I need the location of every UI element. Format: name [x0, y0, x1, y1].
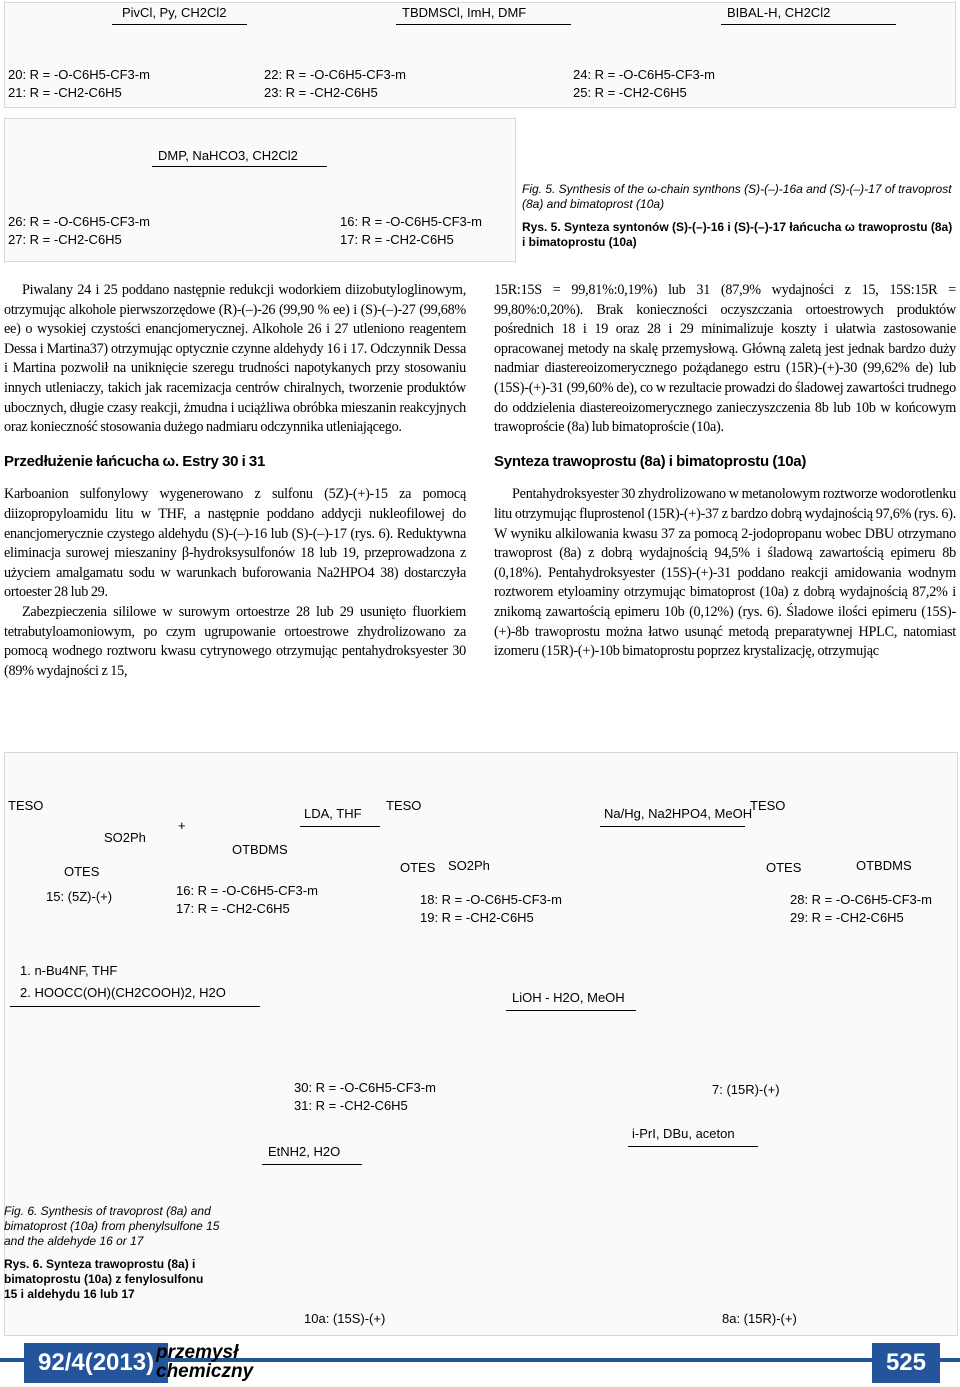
right-column [494, 281, 956, 662]
reagent-nahg: Na/Hg, Na2HPO4, MeOH [604, 806, 753, 821]
page-number: 525 [872, 1343, 940, 1383]
fig5-caption [522, 182, 954, 250]
compound-7: 7: (15R)-(+) [712, 1082, 780, 1097]
compound-29: 29: R = -CH2-C6H5 [790, 910, 904, 925]
reagent-tbaf-1: 1. n-Bu4NF, THF [20, 963, 118, 978]
compound-31: 31: R = -CH2-C6H5 [294, 1098, 408, 1113]
label-teso-15: TESO [8, 798, 44, 813]
label-otes-28: OTES [766, 860, 802, 875]
compound-21: 21: R = -CH2-C6H5 [8, 85, 122, 100]
arrow-lda [300, 826, 380, 827]
compound-10a: 10a: (15S)-(+) [304, 1311, 386, 1326]
label-otbdms-28: OTBDMS [856, 858, 912, 873]
fig6-caption [4, 1204, 220, 1302]
compound-17-b: 17: R = -CH2-C6H5 [176, 901, 290, 916]
reagent-pivcl: PivCl, Py, CH2Cl2 [122, 5, 227, 20]
label-teso-18: TESO [386, 798, 422, 813]
compound-25: 25: R = -CH2-C6H5 [573, 85, 687, 100]
compound-30: 30: R = -O-C6H5-CF3-m [294, 1080, 436, 1095]
paragraph-left-3: Zabezpieczenia sililowe w surowym ortoestrze 28 lub 29 usunięto fluorkiem tetrabutyloamoniowym, po czym ugrupowanie ortoestrowe zhydrolizowano za pomocą wodnego roztworu kwasu cytrynowego otrzymując pentahydroksyester 30 (89% wydajności z 15, [4, 603, 466, 679]
reagent-tbdmscl: TBDMSCl, ImH, DMF [402, 5, 527, 20]
reagent-bibal: BIBAL-H, CH2Cl2 [727, 5, 831, 20]
arrow-ipri [628, 1146, 758, 1147]
compound-18: 18: R = -O-C6H5-CF3-m [420, 892, 562, 907]
compound-28: 28: R = -O-C6H5-CF3-m [790, 892, 932, 907]
plus-sign: + [178, 818, 186, 833]
label-so2ph-18: SO2Ph [448, 858, 490, 873]
label-otbdms-16: OTBDMS [232, 842, 288, 857]
compound-16: 16: R = -O-C6H5-CF3-m [340, 214, 482, 229]
compound-23: 23: R = -CH2-C6H5 [264, 85, 378, 100]
paragraph-right-2: Pentahydroksyester 30 zhydrolizowano w metanolowym roztworze wodorotlenku litu otrzymując fluprostenol (15R)-(+)-37 z bardzo dobrą wydajnością 97,6% (rys. 6). W wyniku alkilowania kwasu 37 za pomocą 2-jodopropanu wobec DBU otrzymano trawoprost (8a) z dobrą wydajnością 94,5% i śladową zawartością epimeru 8b (0,18%). Pentahydroksyester (15S)-(+)-31 poddano reakcji amidowania wodnym roztworem etyloaminy otrzymując bimatoprost (10a) z dobrą wydajnością 87,2% i znikomą zawartością epimeru 10b (0,12%) (rys. 6). Śladowe ilości epimeru (15S)-(+)-8b trawoprostu można łatwo usunąć metodą preparatywnej HPLC, natomiast izomeru (15R)-(+)-10b bimatoprostu poprzez krystalizację, otrzymując [494, 486, 956, 660]
reagent-lioh: LiOH - H2O, MeOH [512, 990, 625, 1005]
arrow-lioh [506, 1010, 636, 1011]
section-heading-2: Synteza trawoprostu (8a) i bimatoprostu (10a) [494, 452, 807, 470]
issue-number: 92/4(2013) [24, 1343, 168, 1383]
arrow-etnh2 [262, 1164, 362, 1165]
compound-26: 26: R = -O-C6H5-CF3-m [8, 214, 150, 229]
left-column [4, 281, 466, 681]
arrow-3 [721, 24, 896, 25]
reagent-tbaf-2: 2. HOOCC(OH)(CH2COOH)2, H2O [20, 985, 226, 1000]
compound-22: 22: R = -O-C6H5-CF3-m [264, 67, 406, 82]
logo-line-1: przemysł [156, 1342, 239, 1363]
arrow-tbaf [10, 1006, 260, 1007]
arrow-4 [152, 166, 327, 167]
compound-19: 19: R = -CH2-C6H5 [420, 910, 534, 925]
label-otes-15: OTES [64, 864, 100, 879]
paragraph-right-1: 15R:15S = 99,81%:0,19%) lub 31 (87,9% wydajności z 15, 15S:15R = 99,80%:0,20%). Brak konieczności oczyszczania ortoestrowych produktów pośrednich 18 i 19 oraz 28 i 29 minimalizuje koszty i ułatwia zastosowanie opracowanej metody na skalę przemysłową. Główną zaletą jest jednak bardzo duży nadmiar diastereoizomerycznego pożądanego estru (15R)-(+)-30 (99,62% de) lub (15S)-(+)-31 (99,60% de), co w rezultacie prowadzi do śladowej zawartości trudnego do oddzielenia diastereoizomerycznego zanieczyszczenia 8b lub 10b w końcowym trawoproście (8a) lub bimatoproście (10a). [494, 282, 956, 436]
logo-line-2: chemiczny [156, 1361, 254, 1382]
compound-24: 24: R = -O-C6H5-CF3-m [573, 67, 715, 82]
fig5-caption-en: Fig. 5. Synthesis of the ω-chain synthons (S)-(–)-16a and (S)-(–)-17 of travoprost (8a) and bimatoprost (10a) [522, 182, 952, 211]
label-teso-28: TESO [750, 798, 786, 813]
section-heading-1: Przedłużenie łańcucha ω. Estry 30 i 31 [4, 452, 266, 470]
compound-17: 17: R = -CH2-C6H5 [340, 232, 454, 247]
label-so2ph-15: SO2Ph [104, 830, 146, 845]
arrow-2 [396, 24, 571, 25]
compound-8a: 8a: (15R)-(+) [722, 1311, 797, 1326]
paragraph-left-2: Karboanion sulfonylowy wygenerowano z sulfonu (5Z)-(+)-15 za pomocą diizopropyloamidu litu w THF, a następnie poddano addycji nukleofilowej do enancjomerycznie czystego aldehydu (S)-(–)-16 lub (S)-(–)-17 (rys. 6). Reduktywna eliminacja surowej mieszaniny β-hydroksysulfonów 18 lub 19, przeprowadzona z użyciem amalgamatu sodu w warunkach buforowania Na2HPO4 38) dostarczyła ortoester 28 lub 29. [4, 486, 466, 601]
label-otes-18: OTES [400, 860, 436, 875]
reagent-ipri: i-PrI, DBu, aceton [632, 1126, 735, 1141]
compound-27: 27: R = -CH2-C6H5 [8, 232, 122, 247]
fig6-caption-pl: Rys. 6. Synteza trawoprostu (8a) i bimatoprostu (10a) z fenylosulfonu 15 i aldehydu 16 lub 17 [4, 1257, 204, 1301]
arrow-nahg [600, 826, 745, 827]
compound-16-b: 16: R = -O-C6H5-CF3-m [176, 883, 318, 898]
paragraph-left-1: Piwalany 24 i 25 poddano następnie redukcji wodorkiem diizobutyloglinowym, otrzymując alkohole pierwszorzędowe (R)-(–)-26 (99,90 % ee) i (S)-(–)-27 (99,68% ee) o wysokiej czystości enancjomerycznej. Alkohole 26 i 27 utleniono reagentem Dessa i Martina37) otrzymując optycznie czynne aldehydy 16 i 17. Odczynnik Dessa i Martina pozwolił na uniknięcie szeregu trudności napotykanych przy stosowaniu innych utleniaczy, takich jak racemizacja centrów chiralnych, tworzenie produktów ubocznych, długie czasy reakcji, żmudna i uciążliwa obróbka mieszanin reakcyjnych oraz konieczność stosowania dużego nadmiaru odczynnika utleniającego. [4, 282, 466, 436]
fig6-caption-en: Fig. 6. Synthesis of travoprost (8a) and bimatoprost (10a) from phenylsulfone 15 and the aldehyde 16 or 17 [4, 1204, 220, 1248]
compound-20: 20: R = -O-C6H5-CF3-m [8, 67, 150, 82]
fig5-caption-pl: Rys. 5. Synteza syntonów (S)-(–)-16 i (S)-(–)-17 łańcucha ω trawoprostu (8a) i bimatoprostu (10a) [522, 220, 953, 249]
compound-15: 15: (5Z)-(+) [46, 889, 113, 904]
reagent-dmp: DMP, NaHCO3, CH2Cl2 [158, 148, 298, 163]
arrow-1 [112, 24, 247, 25]
reagent-lda: LDA, THF [304, 806, 362, 821]
journal-logo [156, 1343, 253, 1381]
reagent-etnh2: EtNH2, H2O [268, 1144, 341, 1159]
